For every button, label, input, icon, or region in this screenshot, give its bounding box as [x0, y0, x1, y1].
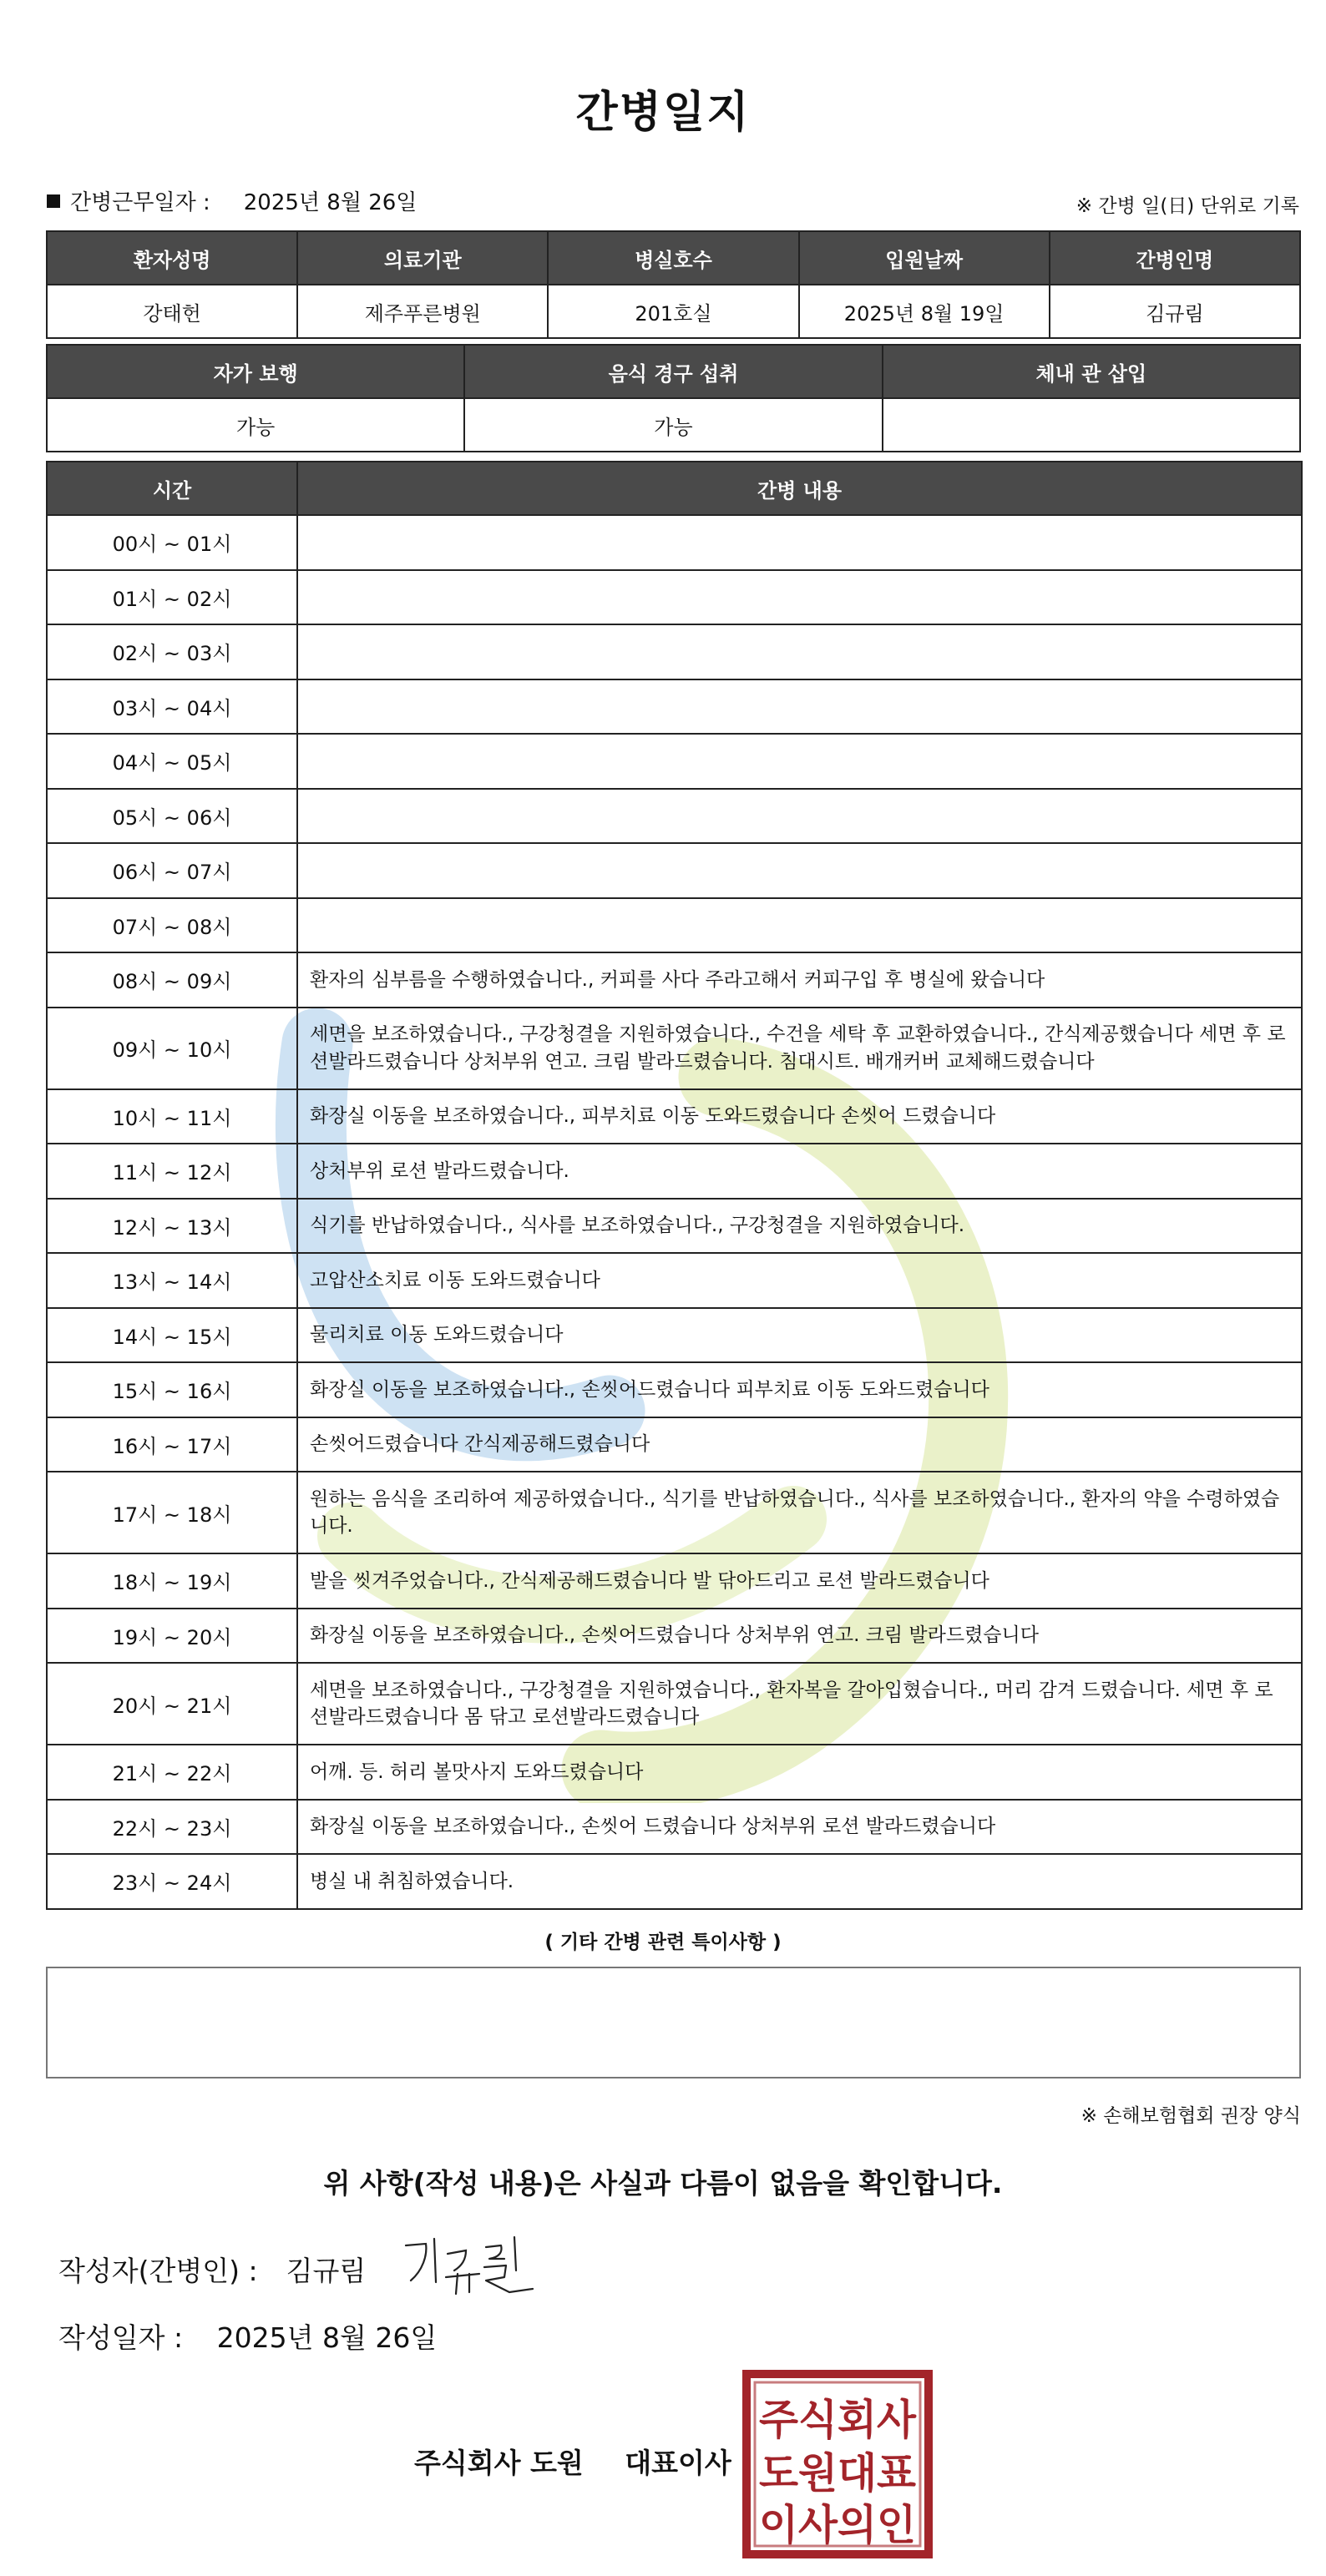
time-slot: 04시 ~ 05시: [47, 734, 297, 789]
room-number: 201호실: [548, 285, 798, 338]
unit-note: ※ 간병 일(日) 단위로 기록: [1075, 195, 1299, 217]
form-source-notice: ※ 손해보험협회 권장 양식: [1081, 2105, 1301, 2127]
table-row: [47, 570, 1302, 625]
care-content: 화장실 이동을 보조하였습니다., 손씻어드렸습니다 상처부위 연고. 크림 발라드렸습니다: [297, 1609, 1302, 1664]
header-admission-date: 입원날짜: [799, 231, 1050, 285]
page-title: 간병일지: [575, 88, 751, 138]
header-hospital: 의료기관: [297, 231, 548, 285]
care-content: 환자의 심부름을 수행하였습니다., 커피를 사다 주라고해서 커피구입 후 병실에 왔습니다: [297, 952, 1302, 1008]
header-oral-intake: 음식 경구 섭취: [464, 345, 882, 398]
table-row: [47, 1663, 1302, 1745]
time-slot: 15시 ~ 16시: [47, 1362, 297, 1417]
work-date-label: 간병근무일자 :: [70, 190, 210, 215]
table-row: [47, 789, 1302, 844]
table-row: [47, 734, 1302, 789]
care-content: 세면을 보조하였습니다., 구강청결을 지원하였습니다., 환자복을 갈아입혔습니다., 머리 감겨 드렸습니다. 세면 후 로션발라드렸습니다 몸 닦고 로션발라드렸습니다: [297, 1663, 1302, 1745]
header-time: 시간: [47, 462, 297, 515]
written-date-row: [58, 2316, 437, 2356]
care-content: [297, 734, 1302, 789]
tube-insertion-value: [883, 398, 1300, 452]
table-row: [47, 1253, 1302, 1308]
writer-row: [58, 2250, 366, 2289]
svg-text:이사의인: 이사의인: [759, 2501, 916, 2549]
table-row: [47, 898, 1302, 953]
care-content: [297, 843, 1302, 898]
care-content: 상처부위 로션 발라드렸습니다.: [297, 1144, 1302, 1199]
company-seal-stamp: [741, 2369, 934, 2559]
written-date-label: 작성일자 :: [58, 2321, 184, 2354]
time-slot: 19시 ~ 20시: [47, 1609, 297, 1664]
care-content: 물리치료 이동 도와드렸습니다: [297, 1308, 1302, 1363]
time-slot: 02시 ~ 03시: [47, 624, 297, 679]
care-content: [297, 898, 1302, 953]
oral-intake-value: 가능: [464, 398, 882, 452]
header-patient-name: 환자성명: [47, 231, 297, 285]
admission-date: 2025년 8월 19일: [799, 285, 1050, 338]
table-row: [47, 1472, 1302, 1553]
svg-text:주식회사: 주식회사: [759, 2396, 917, 2444]
table-row: [47, 679, 1302, 735]
company-name: 주식회사 도원: [414, 2447, 584, 2479]
table-row: [47, 1008, 1302, 1089]
time-slot: 01시 ~ 02시: [47, 570, 297, 625]
time-slot: 12시 ~ 13시: [47, 1199, 297, 1254]
caregiver-name: 김규림: [1050, 285, 1300, 338]
table-row: [47, 624, 1302, 679]
care-content: [297, 570, 1302, 625]
table-row: [47, 1417, 1302, 1472]
writer-label: 작성자(간병인) :: [58, 2255, 258, 2287]
time-slot: 06시 ~ 07시: [47, 843, 297, 898]
care-log-table: [46, 461, 1303, 1910]
care-content: 고압산소치료 이동 도와드렸습니다: [297, 1253, 1302, 1308]
time-slot: 17시 ~ 18시: [47, 1472, 297, 1553]
table-row: [47, 515, 1302, 570]
time-slot: 05시 ~ 06시: [47, 789, 297, 844]
time-slot: 00시 ~ 01시: [47, 515, 297, 570]
handwritten-signature: [399, 2230, 541, 2306]
special-notes-title: ( 기타 간병 관련 특이사항 ): [544, 1932, 782, 1953]
svg-text:도원대표: 도원대표: [759, 2449, 917, 2498]
writer-name: 김규림: [286, 2255, 367, 2287]
company-signature: [414, 2442, 731, 2481]
care-content: [297, 624, 1302, 679]
time-slot: 13시 ~ 14시: [47, 1253, 297, 1308]
header-care-content: 간병 내용: [297, 462, 1302, 515]
table-row: [47, 952, 1302, 1008]
table-row: [47, 843, 1302, 898]
header-self-walking: 자가 보행: [47, 345, 464, 398]
table-row: [47, 1609, 1302, 1664]
patient-info-table: [46, 230, 1301, 339]
header-room: 병실호수: [548, 231, 798, 285]
care-content: 화장실 이동을 보조하였습니다., 피부치료 이동 도와드렸습니다 손씻어 드렸습니다: [297, 1089, 1302, 1144]
care-content: 병실 내 취침하였습니다.: [297, 1854, 1302, 1909]
work-date-row: [47, 185, 1299, 219]
care-content: 화장실 이동을 보조하였습니다., 손씻어드렸습니다 피부치료 이동 도와드렸습니다: [297, 1362, 1302, 1417]
care-content: 원하는 음식을 조리하여 제공하였습니다., 식기를 반납하였습니다., 식사를 보조하였습니다., 환자의 약을 수령하였습니다.: [297, 1472, 1302, 1553]
table-row: [47, 1553, 1302, 1609]
confirmation-statement: 위 사항(작성 내용)은 사실과 다름이 없음을 확인합니다.: [323, 2167, 1003, 2200]
time-slot: 09시 ~ 10시: [47, 1008, 297, 1089]
time-slot: 20시 ~ 21시: [47, 1663, 297, 1745]
time-slot: 14시 ~ 15시: [47, 1308, 297, 1363]
work-date-value: 2025년 8월 26일: [243, 190, 418, 215]
care-log-body: [47, 515, 1302, 1909]
time-slot: 03시 ~ 04시: [47, 679, 297, 735]
hospital-name: 제주푸른병원: [297, 285, 548, 338]
self-walking-value: 가능: [47, 398, 464, 452]
patient-status-table: [46, 344, 1301, 452]
time-slot: 10시 ~ 11시: [47, 1089, 297, 1144]
header-tube-insertion: 체내 관 삽입: [883, 345, 1300, 398]
time-slot: 08시 ~ 09시: [47, 952, 297, 1008]
time-slot: 22시 ~ 23시: [47, 1800, 297, 1855]
care-content: [297, 679, 1302, 735]
care-content: 화장실 이동을 보조하였습니다., 손씻어 드렸습니다 상처부위 로션 발라드렸습니다: [297, 1800, 1302, 1855]
care-content: 어깨. 등. 허리 볼맛사지 도와드렸습니다: [297, 1745, 1302, 1800]
time-slot: 11시 ~ 12시: [47, 1144, 297, 1199]
time-slot: 21시 ~ 22시: [47, 1745, 297, 1800]
time-slot: 18시 ~ 19시: [47, 1553, 297, 1609]
time-slot: 23시 ~ 24시: [47, 1854, 297, 1909]
table-row: [47, 1089, 1302, 1144]
care-content: 식기를 반납하였습니다., 식사를 보조하였습니다., 구강청결을 지원하였습니다.: [297, 1199, 1302, 1254]
care-content: 손씻어드렸습니다 간식제공해드렸습니다: [297, 1417, 1302, 1472]
written-date-value: 2025년 8월 26일: [216, 2321, 438, 2354]
table-row: [47, 1800, 1302, 1855]
representative-title: 대표이사: [625, 2447, 731, 2479]
header-caregiver-name: 간병인명: [1050, 231, 1300, 285]
table-row: [47, 1144, 1302, 1199]
time-slot: 16시 ~ 17시: [47, 1417, 297, 1472]
time-slot: 07시 ~ 08시: [47, 898, 297, 953]
special-notes-box: [46, 1967, 1301, 2078]
care-content: [297, 515, 1302, 570]
bullet-square-icon: [47, 194, 60, 208]
care-content: 세면을 보조하였습니다., 구강청결을 지원하였습니다., 수건을 세탁 후 교환하였습니다., 간식제공했습니다 세면 후 로션발라드렸습니다 상처부위 연고. 크림 발라드렸습니다. 침대시트. 배개커버 교체해드렸습니다: [297, 1008, 1302, 1089]
care-content: 발을 씻겨주었습니다., 간식제공해드렸습니다 발 닦아드리고 로션 발라드렸습니다: [297, 1553, 1302, 1609]
table-row: [47, 1854, 1302, 1909]
table-row: [47, 1745, 1302, 1800]
care-content: [297, 789, 1302, 844]
table-row: [47, 1199, 1302, 1254]
table-row: [47, 1362, 1302, 1417]
table-row: [47, 1308, 1302, 1363]
patient-name: 강태헌: [47, 285, 297, 338]
